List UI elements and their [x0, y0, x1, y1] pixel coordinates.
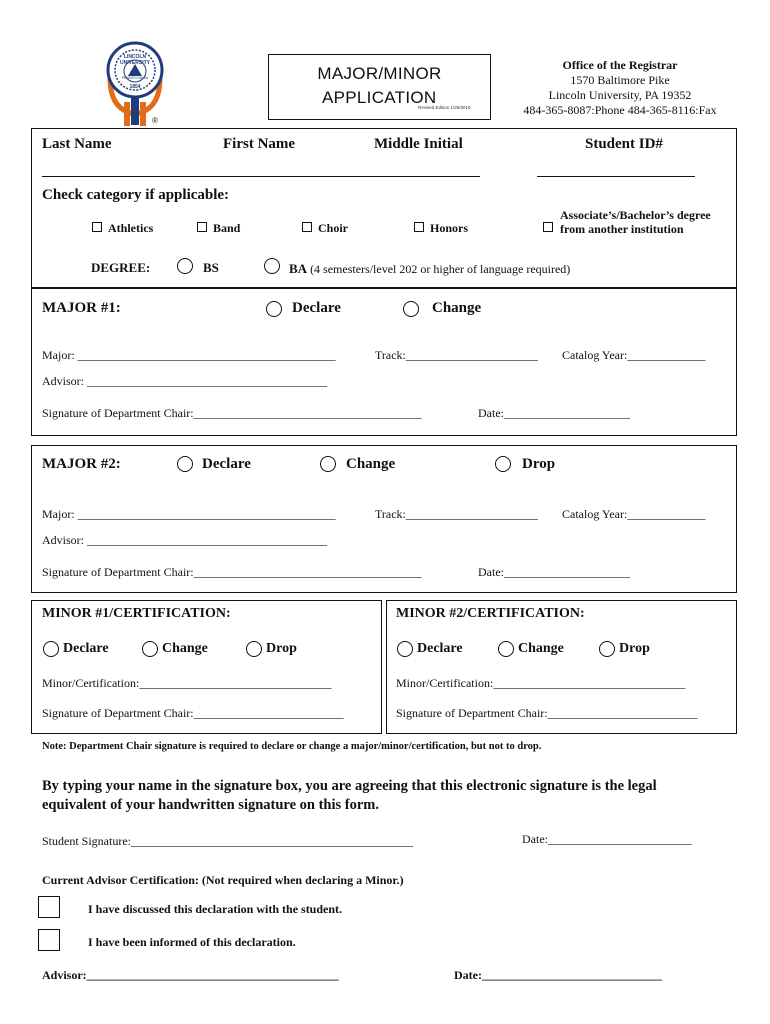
degree-ba-label: BA: [289, 261, 308, 276]
minor1-signature-field[interactable]: Signature of Department Chair:_________________________: [42, 706, 344, 720]
seal-icon: [104, 38, 166, 128]
minor1-drop-label: Drop: [266, 641, 297, 656]
page-title-line1: MAJOR/MINOR: [317, 64, 442, 83]
major1-declare-radio[interactable]: [266, 301, 282, 317]
transfer-checkbox[interactable]: [543, 222, 553, 232]
registrar-office: Office of the Registrar: [562, 58, 678, 72]
esign-statement-line1: By typing your name in the signature box, you are agreeing that this electronic signature is the legal: [42, 778, 657, 794]
esign-statement-line2: equivalent of your handwritten signature on this form.: [42, 797, 380, 813]
minor2-declare-radio[interactable]: [397, 641, 413, 657]
registrar-address2: Lincoln University, PA 19352: [548, 88, 692, 102]
athletics-checkbox[interactable]: [92, 222, 102, 232]
degree-bs-radio[interactable]: [177, 258, 193, 274]
revision-date: Revised Edition 1/29/2019: [418, 105, 471, 110]
registrar-address1: 1570 Baltimore Pike: [570, 73, 670, 87]
chair-signature-note: Note: Department Chair signature is required to declare or change a major/minor/certification, but not to drop.: [42, 741, 542, 752]
minor2-drop-radio[interactable]: [599, 641, 615, 657]
name-input-line[interactable]: [42, 176, 480, 177]
middle-initial-label: Middle Initial: [374, 136, 463, 152]
degree-ba-note: (4 semesters/level 202 or higher of language required): [307, 262, 571, 276]
major1-declare-label: Declare: [292, 300, 341, 316]
minor1-heading: MINOR #1/CERTIFICATION:: [42, 606, 231, 621]
major2-drop-label: Drop: [522, 456, 556, 472]
page-title-line2: APPLICATION: [322, 88, 437, 107]
major2-advisor-field[interactable]: Advisor: ________________________________________: [42, 533, 327, 547]
honors-label: Honors: [430, 221, 469, 235]
seal-year: 1854: [129, 84, 141, 90]
major1-catalog-field[interactable]: Catalog Year:_____________: [562, 348, 706, 362]
discussed-checkbox[interactable]: [38, 896, 60, 918]
minor2-change-radio[interactable]: [498, 641, 514, 657]
student-id-label: Student ID#: [585, 136, 663, 152]
student-signature-field[interactable]: Student Signature:_______________________________________________: [42, 834, 413, 848]
student-id-input-line[interactable]: [537, 176, 695, 177]
last-name-label: Last Name: [42, 136, 112, 152]
minor1-change-radio[interactable]: [142, 641, 158, 657]
advisor-cert-heading: Current Advisor Certification: (Not required when declaring a Minor.): [42, 873, 404, 887]
major1-date-field[interactable]: Date:_____________________: [478, 406, 630, 420]
major1-heading: MAJOR #1:: [42, 300, 121, 316]
informed-checkbox[interactable]: [38, 929, 60, 951]
minor1-drop-radio[interactable]: [246, 641, 262, 657]
discussed-label: I have discussed this declaration with the student.: [88, 902, 343, 916]
transfer-label-line2: from another institution: [560, 222, 684, 236]
major1-major-field[interactable]: Major: ___________________________________________: [42, 348, 336, 362]
major2-signature-field[interactable]: Signature of Department Chair:______________________________________: [42, 565, 422, 579]
minor1-change-label: Change: [162, 641, 208, 656]
minor2-signature-field[interactable]: Signature of Department Chair:_________________________: [396, 706, 698, 720]
minor2-declare-label: Declare: [417, 641, 463, 656]
minor1-declare-label: Declare: [63, 641, 109, 656]
major2-track-field[interactable]: Track:______________________: [375, 507, 538, 521]
major2-heading: MAJOR #2:: [42, 456, 121, 472]
honors-checkbox[interactable]: [414, 222, 424, 232]
transfer-label-line1: Associate’s/Bachelor’s degree: [560, 208, 711, 222]
major1-change-label: Change: [432, 300, 482, 316]
band-checkbox[interactable]: [197, 222, 207, 232]
major1-track-field[interactable]: Track:______________________: [375, 348, 538, 362]
advisor-date-field[interactable]: Date:______________________________: [454, 968, 662, 982]
minor1-declare-radio[interactable]: [43, 641, 59, 657]
informed-label: I have been informed of this declaration.: [88, 935, 296, 949]
major2-change-radio[interactable]: [320, 456, 336, 472]
major2-drop-radio[interactable]: [495, 456, 511, 472]
minor2-change-label: Change: [518, 641, 564, 656]
major1-advisor-field[interactable]: Advisor: ________________________________________: [42, 374, 327, 388]
minor1-field[interactable]: Minor/Certification:________________________________: [42, 676, 332, 690]
degree-label: DEGREE:: [91, 260, 151, 275]
major2-declare-radio[interactable]: [177, 456, 193, 472]
band-label: Band: [213, 221, 241, 235]
minor2-field[interactable]: Minor/Certification:________________________________: [396, 676, 686, 690]
major2-major-field[interactable]: Major: ___________________________________________: [42, 507, 336, 521]
degree-ba-radio[interactable]: [264, 258, 280, 274]
major2-catalog-field[interactable]: Catalog Year:_____________: [562, 507, 706, 521]
university-seal: [104, 38, 166, 128]
registered-mark: ®: [152, 116, 158, 125]
major2-change-label: Change: [346, 456, 396, 472]
minor2-drop-label: Drop: [619, 641, 650, 656]
major2-date-field[interactable]: Date:_____________________: [478, 565, 630, 579]
seal-university-name: LINCOLN UNIVERSITY: [119, 54, 150, 66]
choir-checkbox[interactable]: [302, 222, 312, 232]
major1-change-radio[interactable]: [403, 301, 419, 317]
athletics-label: Athletics: [108, 221, 154, 235]
first-name-label: First Name: [223, 136, 296, 152]
registrar-phones: 484-365-8087:Phone 484-365-8116:Fax: [523, 103, 717, 117]
student-signature-date-field[interactable]: Date:________________________: [522, 832, 692, 846]
category-heading: Check category if applicable:: [42, 187, 230, 203]
advisor-signature-field[interactable]: Advisor:__________________________________________: [42, 968, 339, 982]
choir-label: Choir: [318, 221, 348, 235]
degree-bs-label: BS: [203, 260, 219, 275]
degree-ba-row: [289, 260, 570, 278]
seal-state: PENNSYLVANIA: [121, 76, 149, 80]
major1-signature-field[interactable]: Signature of Department Chair:______________________________________: [42, 406, 422, 420]
major2-declare-label: Declare: [202, 456, 251, 472]
minor2-heading: MINOR #2/CERTIFICATION:: [396, 606, 585, 621]
